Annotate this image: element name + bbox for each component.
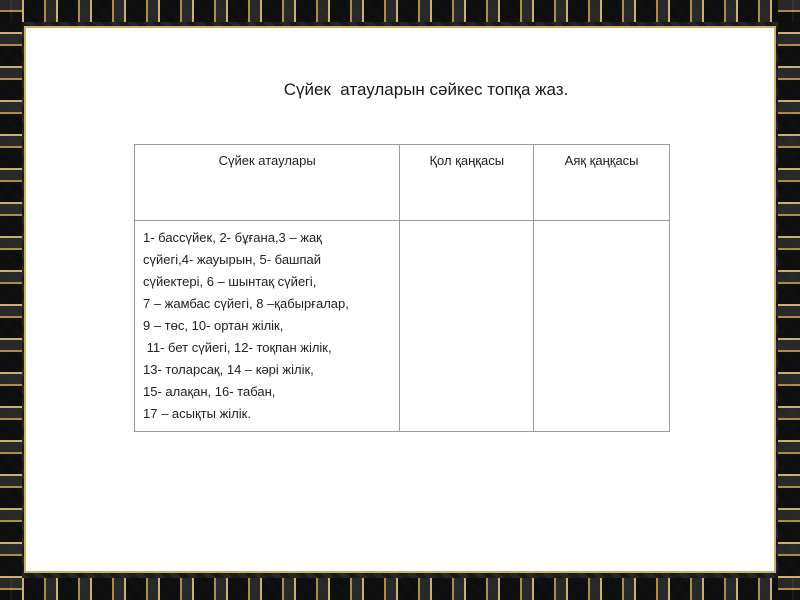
bone-line: сүйегі,4- жауырын, 5- башпай: [143, 252, 322, 267]
bone-names-cell: [135, 221, 400, 432]
bone-line: 15- алақан, 16- табан,: [143, 384, 276, 399]
table-row: [135, 221, 670, 432]
hand-skeleton-cell: [400, 221, 534, 432]
bone-line: 11- бет сүйегі, 12- тоқпан жілік,: [143, 340, 332, 355]
ornamental-border-top: [0, 0, 800, 22]
bone-line: 9 – төс, 10- ортан жілік,: [143, 318, 284, 333]
leg-skeleton-cell: [534, 221, 670, 432]
ornamental-border-bottom: [0, 578, 800, 600]
slide-content: [24, 26, 776, 573]
bone-line: 7 – жамбас сүйегі, 8 –қабырғалар,: [143, 296, 349, 311]
table-header-row: [135, 145, 670, 221]
header-bone-names: Сүйек атаулары: [135, 145, 400, 221]
ornamental-border-right: [778, 0, 800, 600]
bone-line: 1- бассүйек, 2- бұғана,3 – жақ: [143, 230, 322, 245]
slide-title: Сүйек атауларын сәйкес топқа жаз.: [283, 80, 569, 99]
header-leg-skeleton: Аяқ қаңқасы: [534, 145, 670, 221]
ornamental-border-left: [0, 0, 22, 600]
bone-line: 17 – асықты жілік.: [143, 406, 251, 421]
bone-line: сүйектері, 6 – шынтақ сүйегі,: [143, 274, 317, 289]
bone-line: 13- толарсақ, 14 – кәрі жілік,: [143, 362, 314, 377]
header-hand-skeleton: Қол қаңқасы: [400, 145, 534, 221]
bones-table: [134, 144, 670, 432]
